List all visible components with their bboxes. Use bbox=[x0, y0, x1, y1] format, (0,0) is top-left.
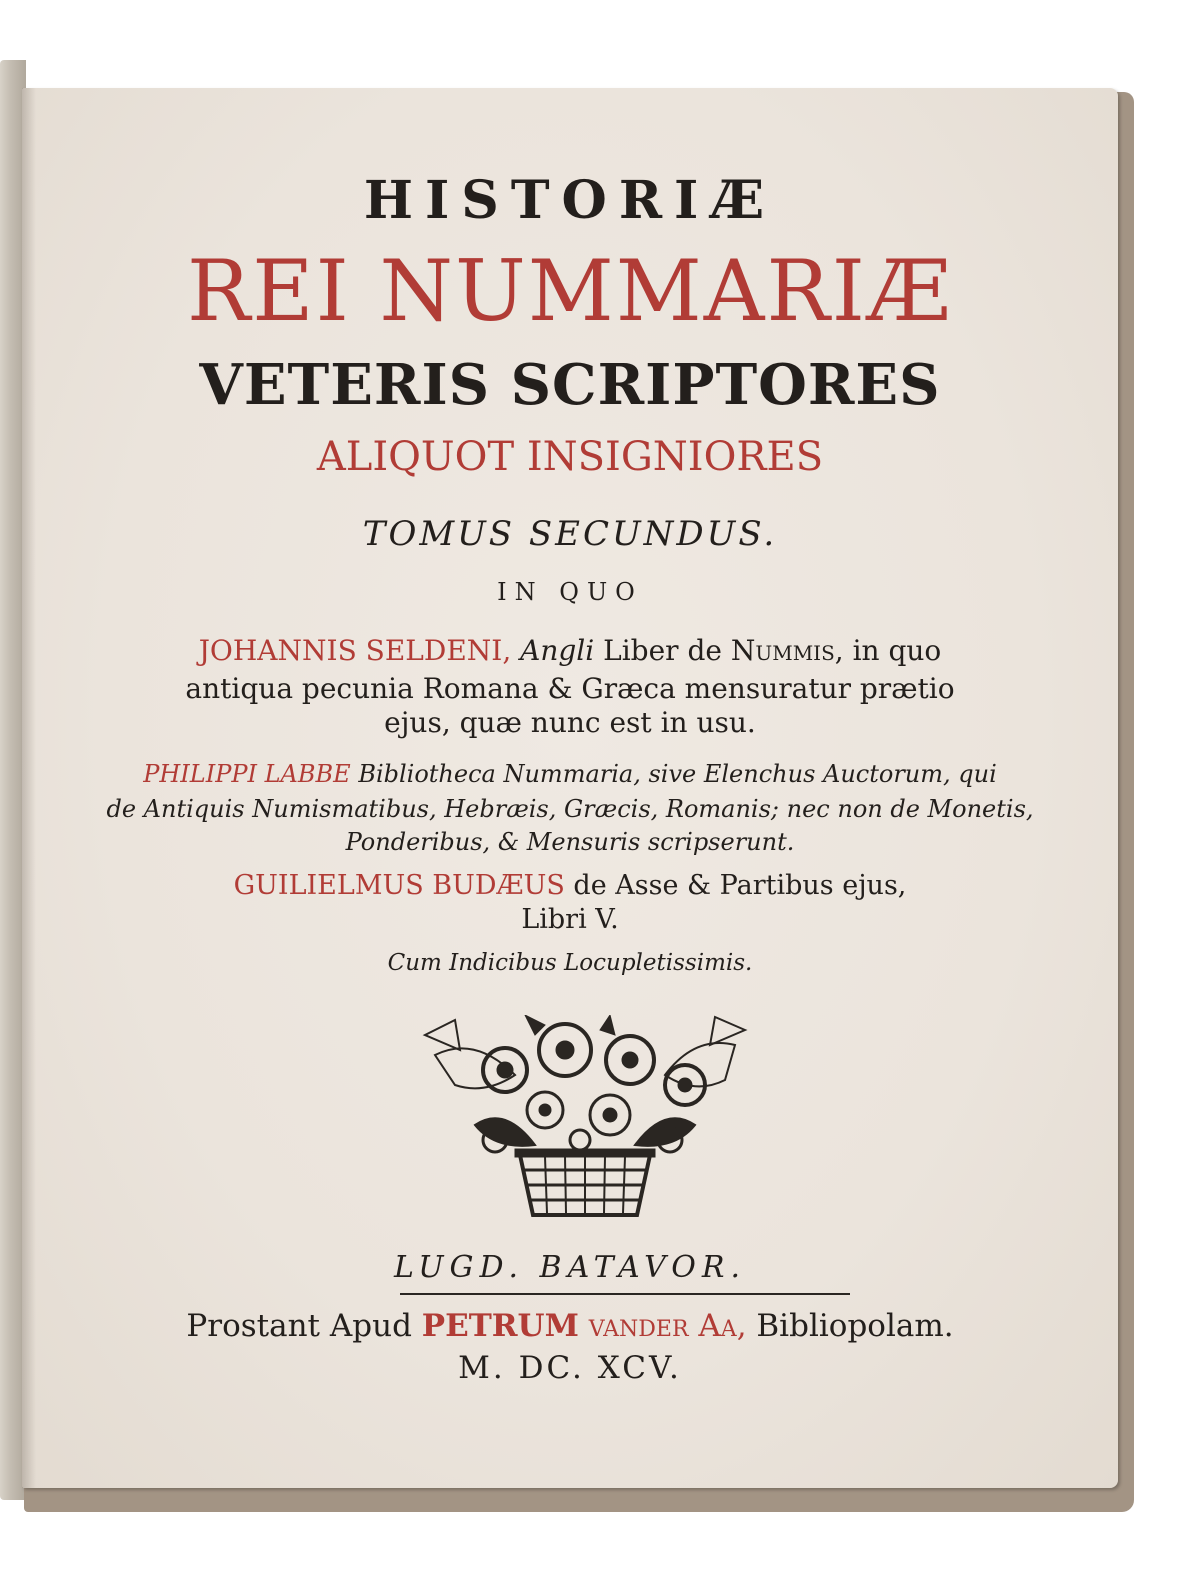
imprint-prefix: Prostant Apud bbox=[186, 1308, 412, 1344]
selden-entry-line-1 bbox=[22, 634, 1118, 667]
labbe-entry-line-3: Ponderibus, & Mensuris scripserunt. bbox=[345, 828, 795, 856]
budaeus-entry-line-2: Libri V. bbox=[521, 904, 619, 935]
imprint-rule bbox=[400, 1293, 850, 1295]
labbe-entry-line-2: de Antiquis Numismatibus, Hebræis, Græcis, Romanis; nec non de Monetis, bbox=[106, 795, 1034, 823]
selden-nummis: Nummis bbox=[730, 634, 835, 667]
imprint-printer-surname: vander Aa, bbox=[588, 1308, 747, 1344]
selden-text: Liber de bbox=[603, 634, 722, 667]
budaeus-entry-line-1 bbox=[22, 870, 1118, 901]
labbe-entry-line-1 bbox=[22, 760, 1118, 788]
title-line-1: HISTORIÆ bbox=[363, 170, 777, 231]
flower-basket-woodcut-icon bbox=[415, 1015, 755, 1225]
selden-author: JOHANNIS SELDENI, bbox=[198, 634, 512, 667]
selden-nationality: Angli bbox=[520, 634, 595, 667]
selden-entry-line-3: ejus, quæ nunc est in usu. bbox=[384, 706, 756, 739]
title-line-3: VETERIS SCRIPTORES bbox=[199, 352, 941, 418]
imprint-place: LUGD. BATAVOR. bbox=[393, 1250, 747, 1285]
title-line-2: REI NUMMARIÆ bbox=[187, 242, 953, 340]
labbe-text: Bibliotheca Nummaria, sive Elenchus Auctorum, qui bbox=[358, 760, 997, 788]
imprint-publisher bbox=[22, 1308, 1118, 1344]
imprint-year: M. DC. XCV. bbox=[458, 1350, 682, 1386]
budaeus-author: GUILIELMUS BUDÆUS bbox=[233, 870, 565, 901]
volume-label: TOMUS SECUNDUS. bbox=[362, 514, 778, 554]
title-line-4: ALIQUOT INSIGNIORES bbox=[316, 434, 824, 480]
imprint-printer: PETRUM bbox=[421, 1308, 579, 1344]
indices-note: Cum Indicibus Locupletissimis. bbox=[387, 950, 753, 976]
selden-entry-line-2: antiqua pecunia Romana & Græca mensuratur prætio bbox=[185, 672, 955, 705]
selden-text-end: , in quo bbox=[834, 634, 942, 667]
in-quo-label: IN QUO bbox=[497, 578, 643, 606]
labbe-author: PHILIPPI LABBE bbox=[143, 760, 351, 788]
imprint-suffix: Bibliopolam. bbox=[756, 1308, 954, 1344]
budaeus-text: de Asse & Partibus ejus, bbox=[573, 870, 907, 901]
